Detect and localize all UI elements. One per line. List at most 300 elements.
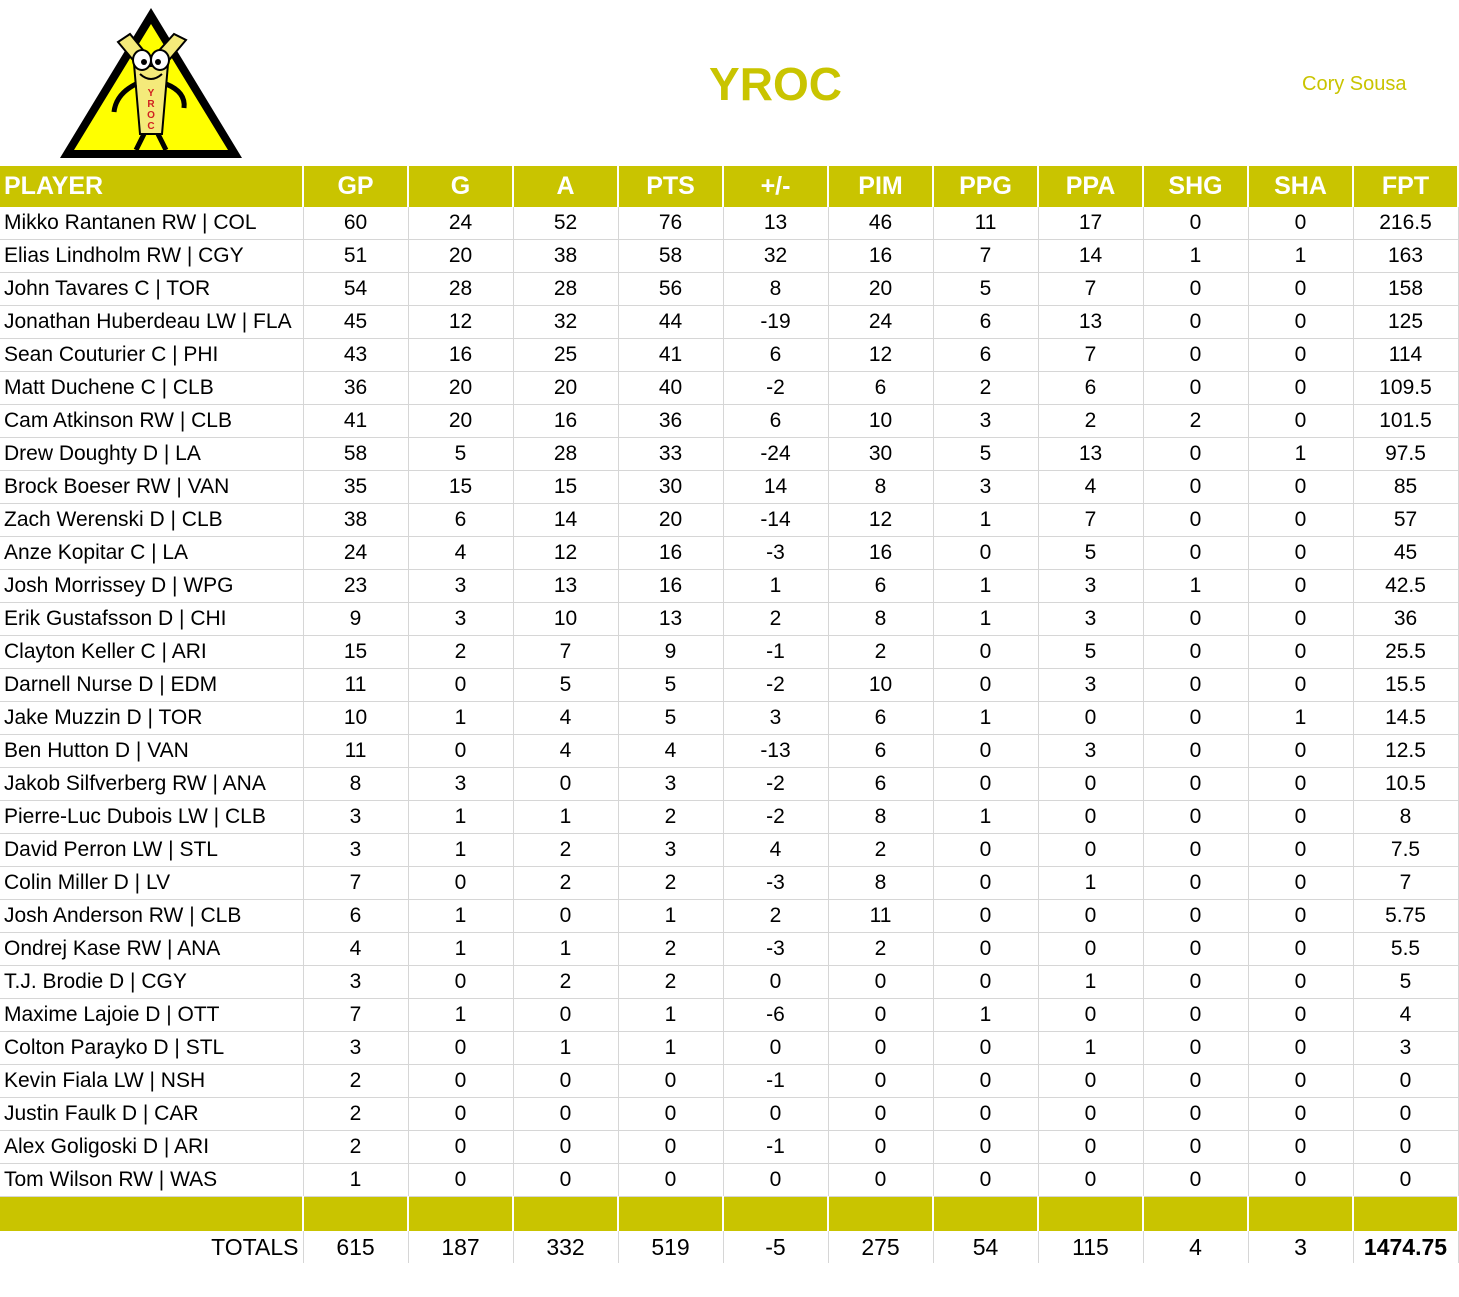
player-cell: Colin Miller D | LV [0, 867, 303, 900]
stat-cell: 6 [933, 306, 1038, 339]
stat-cell: -1 [723, 1065, 828, 1098]
stat-cell: 0 [1248, 570, 1353, 603]
stat-cell: 10 [828, 669, 933, 702]
stat-cell: 1 [933, 702, 1038, 735]
stat-cell: 20 [408, 240, 513, 273]
stat-cell: 4 [513, 702, 618, 735]
player-cell: Pierre-Luc Dubois LW | CLB [0, 801, 303, 834]
stat-cell: 41 [303, 405, 408, 438]
totals-cell: 332 [513, 1231, 618, 1263]
stat-cell: 0 [618, 1065, 723, 1098]
stat-cell: 13 [723, 207, 828, 240]
stat-cell: 0 [513, 900, 618, 933]
stat-cell: 58 [618, 240, 723, 273]
stat-cell: 0 [1143, 1098, 1248, 1131]
stat-cell: 12 [828, 504, 933, 537]
stat-cell: 1 [933, 999, 1038, 1032]
stat-cell: 1 [513, 1032, 618, 1065]
stat-cell: 1 [303, 1164, 408, 1197]
stat-cell: 3 [408, 570, 513, 603]
stat-cell: 46 [828, 207, 933, 240]
stat-cell: 30 [828, 438, 933, 471]
stat-cell: 0 [933, 669, 1038, 702]
stat-cell: 3 [618, 834, 723, 867]
stat-cell: 60 [303, 207, 408, 240]
stat-cell: 1 [408, 900, 513, 933]
stat-cell: 0 [1038, 1164, 1143, 1197]
stat-cell: 3 [933, 405, 1038, 438]
stat-cell: 0 [933, 1164, 1038, 1197]
table-row [0, 273, 1458, 306]
stat-cell: 0 [933, 1065, 1038, 1098]
stat-cell: 163 [1353, 240, 1458, 273]
stat-cell: 16 [618, 537, 723, 570]
separator-cell [933, 1197, 1038, 1232]
stat-cell: 14 [513, 504, 618, 537]
stat-cell: -3 [723, 537, 828, 570]
stat-cell: 7 [933, 240, 1038, 273]
stat-cell: 0 [1143, 669, 1248, 702]
column-header: PLAYER [0, 166, 303, 207]
stat-cell: 10.5 [1353, 768, 1458, 801]
stat-cell: 1 [1248, 240, 1353, 273]
stat-cell: 2 [513, 834, 618, 867]
player-cell: Maxime Lajoie D | OTT [0, 999, 303, 1032]
stat-cell: 11 [303, 735, 408, 768]
stat-cell: 8 [723, 273, 828, 306]
stat-cell: 2 [618, 933, 723, 966]
stat-cell: 0 [1143, 372, 1248, 405]
table-row [0, 1032, 1458, 1065]
table-row [0, 504, 1458, 537]
table-row [0, 1131, 1458, 1164]
stat-cell: -2 [723, 372, 828, 405]
stat-cell: 0 [933, 933, 1038, 966]
stat-cell: 6 [408, 504, 513, 537]
stat-cell: 58 [303, 438, 408, 471]
stat-cell: 8 [303, 768, 408, 801]
stat-cell: 6 [828, 372, 933, 405]
stat-cell: -13 [723, 735, 828, 768]
stat-cell: 3 [618, 768, 723, 801]
stat-cell: 3 [1038, 735, 1143, 768]
stat-cell: 4 [513, 735, 618, 768]
stat-cell: 1 [723, 570, 828, 603]
column-header: PPA [1038, 166, 1143, 207]
totals-label: TOTALS [0, 1231, 303, 1263]
stat-cell: 16 [618, 570, 723, 603]
stat-cell: 0 [408, 1164, 513, 1197]
stat-cell: 0 [1248, 471, 1353, 504]
stat-cell: 0 [1143, 339, 1248, 372]
table-row [0, 636, 1458, 669]
table-row [0, 1164, 1458, 1197]
stat-cell: 15 [408, 471, 513, 504]
stat-cell: 2 [303, 1098, 408, 1131]
player-cell: Darnell Nurse D | EDM [0, 669, 303, 702]
stat-cell: 0 [1038, 1098, 1143, 1131]
stat-cell: 3 [723, 702, 828, 735]
stat-cell: 2 [513, 966, 618, 999]
stat-cell: 0 [1248, 1164, 1353, 1197]
totals-cell: 3 [1248, 1231, 1353, 1263]
stat-cell: 1 [1248, 438, 1353, 471]
stat-cell: 11 [828, 900, 933, 933]
stat-cell: 3 [1038, 669, 1143, 702]
stat-cell: 0 [1038, 834, 1143, 867]
stat-cell: 52 [513, 207, 618, 240]
table-row [0, 570, 1458, 603]
stat-cell: 38 [513, 240, 618, 273]
table-row [0, 207, 1458, 240]
stat-cell: 25 [513, 339, 618, 372]
stat-cell: 9 [618, 636, 723, 669]
stat-cell: 3 [1038, 603, 1143, 636]
stat-cell: 1 [513, 801, 618, 834]
stat-cell: 11 [933, 207, 1038, 240]
stat-cell: 2 [1038, 405, 1143, 438]
stat-cell: 7 [1353, 867, 1458, 900]
table-row [0, 768, 1458, 801]
stat-cell: 1 [618, 1032, 723, 1065]
stat-cell: 0 [1143, 438, 1248, 471]
totals-cell: -5 [723, 1231, 828, 1263]
stat-cell: 8 [828, 471, 933, 504]
stat-cell: 2 [513, 867, 618, 900]
stat-cell: 1 [1038, 966, 1143, 999]
player-cell: Josh Anderson RW | CLB [0, 900, 303, 933]
stat-cell: 0 [1248, 339, 1353, 372]
stat-cell: 28 [408, 273, 513, 306]
stat-cell: 0 [933, 768, 1038, 801]
stat-cell: 41 [618, 339, 723, 372]
stat-cell: 0 [1143, 1065, 1248, 1098]
stat-cell: 0 [1248, 1032, 1353, 1065]
separator-cell [1038, 1197, 1143, 1232]
column-header: FPT [1353, 166, 1458, 207]
stat-cell: 16 [408, 339, 513, 372]
totals-cell: 1474.75 [1353, 1231, 1458, 1263]
stat-cell: 97.5 [1353, 438, 1458, 471]
stat-cell: 0 [933, 1131, 1038, 1164]
stat-cell: 0 [1038, 1131, 1143, 1164]
stat-cell: 43 [303, 339, 408, 372]
table-header-row [0, 166, 1458, 207]
stat-cell: 0 [933, 867, 1038, 900]
player-cell: Ben Hutton D | VAN [0, 735, 303, 768]
stat-cell: 32 [723, 240, 828, 273]
stat-cell: 6 [828, 768, 933, 801]
stat-cell: 0 [1143, 1131, 1248, 1164]
stat-cell: 3 [933, 471, 1038, 504]
player-cell: Brock Boeser RW | VAN [0, 471, 303, 504]
stat-cell: 0 [1248, 768, 1353, 801]
column-header: SHA [1248, 166, 1353, 207]
stat-cell: 1 [618, 900, 723, 933]
stat-cell: 44 [618, 306, 723, 339]
stat-cell: 4 [303, 933, 408, 966]
stat-cell: 0 [1038, 801, 1143, 834]
column-header: PIM [828, 166, 933, 207]
stat-cell: 15 [303, 636, 408, 669]
stat-cell: 20 [408, 372, 513, 405]
player-cell: Josh Morrissey D | WPG [0, 570, 303, 603]
stat-cell: -2 [723, 669, 828, 702]
stat-cell: 3 [303, 1032, 408, 1065]
totals-cell: 187 [408, 1231, 513, 1263]
stat-cell: 28 [513, 438, 618, 471]
player-cell: Zach Werenski D | CLB [0, 504, 303, 537]
player-cell: Kevin Fiala LW | NSH [0, 1065, 303, 1098]
stat-cell: 0 [1143, 207, 1248, 240]
stat-cell: 0 [933, 966, 1038, 999]
stat-cell: 4 [1353, 999, 1458, 1032]
stat-cell: -14 [723, 504, 828, 537]
separator-cell [513, 1197, 618, 1232]
stat-cell: 6 [828, 702, 933, 735]
stat-cell: 0 [1248, 603, 1353, 636]
player-cell: Colton Parayko D | STL [0, 1032, 303, 1065]
stat-cell: 0 [1038, 933, 1143, 966]
stat-cell: 13 [618, 603, 723, 636]
player-cell: Elias Lindholm RW | CGY [0, 240, 303, 273]
stat-cell: 24 [303, 537, 408, 570]
totals-cell: 54 [933, 1231, 1038, 1263]
stat-cell: 0 [1038, 1065, 1143, 1098]
player-cell: Justin Faulk D | CAR [0, 1098, 303, 1131]
stat-cell: 0 [618, 1164, 723, 1197]
stat-cell: 4 [618, 735, 723, 768]
stat-cell: 1 [933, 603, 1038, 636]
stat-cell: 7 [303, 999, 408, 1032]
stat-cell: 4 [1038, 471, 1143, 504]
player-cell: Jake Muzzin D | TOR [0, 702, 303, 735]
stat-cell: 0 [1248, 537, 1353, 570]
logo-letter-r: R [147, 99, 155, 110]
stat-cell: 0 [408, 867, 513, 900]
stat-cell: 0 [1248, 867, 1353, 900]
stat-cell: 8 [1353, 801, 1458, 834]
stat-cell: 40 [618, 372, 723, 405]
stat-cell: 0 [1143, 900, 1248, 933]
stat-cell: 16 [828, 240, 933, 273]
stat-cell: 114 [1353, 339, 1458, 372]
stat-cell: -24 [723, 438, 828, 471]
stat-cell: 13 [1038, 438, 1143, 471]
logo-letter-y: Y [147, 88, 155, 99]
stat-cell: -3 [723, 933, 828, 966]
player-cell: T.J. Brodie D | CGY [0, 966, 303, 999]
stat-cell: 2 [933, 372, 1038, 405]
stat-cell: 0 [1248, 273, 1353, 306]
column-header: A [513, 166, 618, 207]
column-header: G [408, 166, 513, 207]
stat-cell: 0 [408, 1032, 513, 1065]
stat-cell: 3 [1038, 570, 1143, 603]
stat-cell: 0 [933, 1032, 1038, 1065]
separator-cell [828, 1197, 933, 1232]
stat-cell: 0 [1248, 735, 1353, 768]
table-row [0, 735, 1458, 768]
stat-cell: 10 [828, 405, 933, 438]
stat-cell: 0 [1143, 504, 1248, 537]
player-cell: Jakob Silfverberg RW | ANA [0, 768, 303, 801]
stat-cell: -6 [723, 999, 828, 1032]
stat-cell: 20 [408, 405, 513, 438]
stat-cell: 5 [513, 669, 618, 702]
table-row [0, 405, 1458, 438]
stat-cell: 0 [1143, 306, 1248, 339]
stat-cell: 0 [1248, 1065, 1353, 1098]
stat-cell: 85 [1353, 471, 1458, 504]
separator-cell [618, 1197, 723, 1232]
page-header [0, 0, 1459, 165]
stat-cell: -19 [723, 306, 828, 339]
stat-cell: 0 [1143, 1164, 1248, 1197]
stat-cell: 0 [1353, 1065, 1458, 1098]
player-cell: Matt Duchene C | CLB [0, 372, 303, 405]
stat-cell: 12 [828, 339, 933, 372]
stat-cell: 3 [303, 834, 408, 867]
stat-cell: 2 [303, 1065, 408, 1098]
stat-cell: 4 [723, 834, 828, 867]
stat-cell: 5.5 [1353, 933, 1458, 966]
stat-cell: 0 [1353, 1131, 1458, 1164]
stat-cell: 8 [828, 603, 933, 636]
stat-cell: 14.5 [1353, 702, 1458, 735]
stat-cell: 1 [408, 801, 513, 834]
stat-cell: 16 [513, 405, 618, 438]
stat-cell: 6 [723, 405, 828, 438]
stat-cell: 0 [828, 1032, 933, 1065]
stat-cell: 0 [1248, 504, 1353, 537]
stat-cell: 2 [303, 1131, 408, 1164]
stat-cell: 2 [618, 966, 723, 999]
stat-cell: 45 [303, 306, 408, 339]
table-row [0, 372, 1458, 405]
stat-cell: 3 [408, 768, 513, 801]
player-cell: Anze Kopitar C | LA [0, 537, 303, 570]
stat-cell: 0 [408, 1098, 513, 1131]
stat-cell: 6 [1038, 372, 1143, 405]
table-row [0, 1098, 1458, 1131]
player-cell: Mikko Rantanen RW | COL [0, 207, 303, 240]
stat-cell: 0 [408, 669, 513, 702]
column-header: GP [303, 166, 408, 207]
stat-cell: 0 [513, 1164, 618, 1197]
stat-cell: 0 [1038, 768, 1143, 801]
stat-cell: 0 [1143, 471, 1248, 504]
stat-cell: 6 [828, 735, 933, 768]
stat-cell: -2 [723, 801, 828, 834]
stat-cell: 16 [828, 537, 933, 570]
stat-cell: 0 [408, 735, 513, 768]
stat-cell: 0 [1248, 405, 1353, 438]
stat-cell: 0 [828, 966, 933, 999]
column-header: PTS [618, 166, 723, 207]
stat-cell: 3 [408, 603, 513, 636]
stat-cell: 0 [1353, 1098, 1458, 1131]
stat-cell: 6 [933, 339, 1038, 372]
stat-cell: 13 [513, 570, 618, 603]
stat-cell: 0 [1248, 1131, 1353, 1164]
table-row [0, 1065, 1458, 1098]
stat-cell: 5 [1353, 966, 1458, 999]
stat-cell: 0 [1248, 636, 1353, 669]
stat-cell: 101.5 [1353, 405, 1458, 438]
totals-cell: 519 [618, 1231, 723, 1263]
stat-cell: 6 [828, 570, 933, 603]
separator-cell [723, 1197, 828, 1232]
stat-cell: 0 [723, 966, 828, 999]
stat-cell: 1 [408, 834, 513, 867]
stat-cell: 20 [828, 273, 933, 306]
stat-cell: 216.5 [1353, 207, 1458, 240]
stat-cell: 10 [513, 603, 618, 636]
stat-cell: 0 [1248, 966, 1353, 999]
stat-cell: 5 [408, 438, 513, 471]
stat-cell: 0 [1353, 1164, 1458, 1197]
stat-cell: 0 [828, 999, 933, 1032]
stat-cell: 1 [1248, 702, 1353, 735]
table-row [0, 603, 1458, 636]
stat-cell: 0 [933, 537, 1038, 570]
stat-cell: 14 [723, 471, 828, 504]
stat-cell: 0 [408, 1065, 513, 1098]
player-cell: David Perron LW | STL [0, 834, 303, 867]
column-header: +/- [723, 166, 828, 207]
stat-cell: 2 [1143, 405, 1248, 438]
stat-cell: 57 [1353, 504, 1458, 537]
stat-cell: 1 [933, 570, 1038, 603]
stat-cell: 2 [828, 636, 933, 669]
stat-cell: 0 [408, 966, 513, 999]
stat-cell: 24 [408, 207, 513, 240]
stat-cell: 3 [1353, 1032, 1458, 1065]
table-row [0, 240, 1458, 273]
stat-cell: 0 [618, 1098, 723, 1131]
totals-cell: 4 [1143, 1231, 1248, 1263]
table-row [0, 339, 1458, 372]
stat-cell: 0 [513, 1131, 618, 1164]
stat-cell: 9 [303, 603, 408, 636]
stat-cell: 5 [618, 669, 723, 702]
player-cell: Tom Wilson RW | WAS [0, 1164, 303, 1197]
stat-cell: 28 [513, 273, 618, 306]
totals-cell: 115 [1038, 1231, 1143, 1263]
player-cell: Erik Gustafsson D | CHI [0, 603, 303, 636]
table-row [0, 438, 1458, 471]
stat-cell: 0 [1143, 966, 1248, 999]
stat-cell: 23 [303, 570, 408, 603]
stat-cell: 2 [723, 900, 828, 933]
stat-cell: 0 [1248, 801, 1353, 834]
stat-cell: 158 [1353, 273, 1458, 306]
stat-cell: 54 [303, 273, 408, 306]
stat-cell: 0 [1248, 207, 1353, 240]
stat-cell: 12 [408, 306, 513, 339]
stat-cell: 5 [618, 702, 723, 735]
stat-cell: 1 [408, 933, 513, 966]
stat-cell: 2 [723, 603, 828, 636]
stat-cell: 12 [513, 537, 618, 570]
separator-cell [1143, 1197, 1248, 1232]
stat-cell: 2 [828, 834, 933, 867]
table-row [0, 702, 1458, 735]
separator-cell [0, 1197, 303, 1232]
stat-cell: 2 [618, 867, 723, 900]
stat-cell: 0 [1143, 801, 1248, 834]
